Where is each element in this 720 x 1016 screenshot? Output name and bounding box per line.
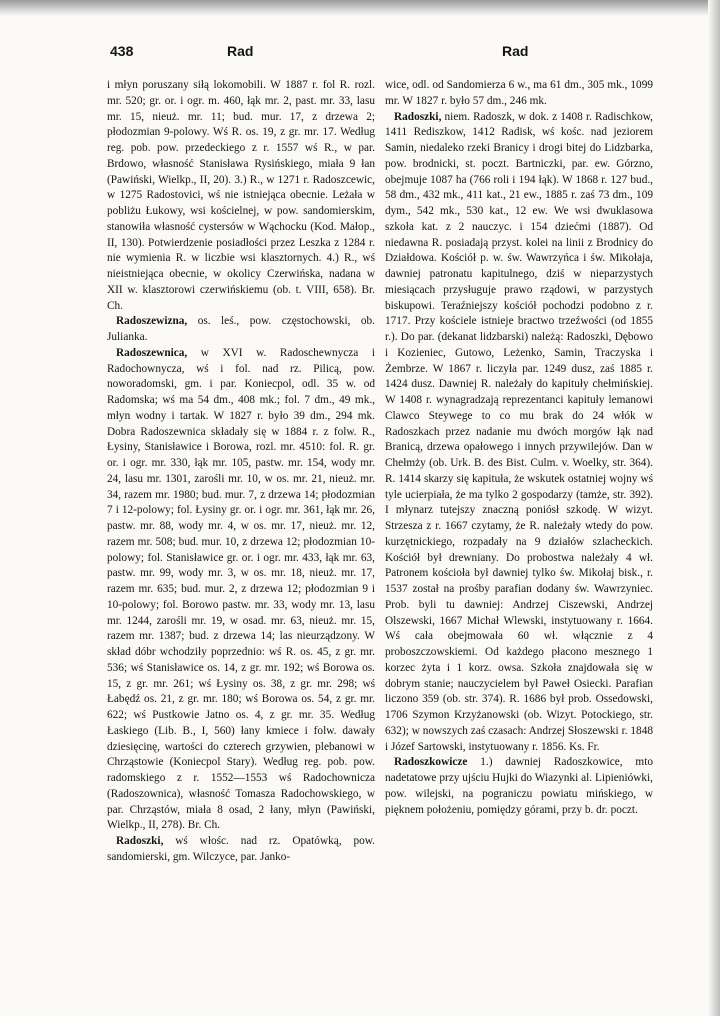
entry-continuation (385, 78, 653, 110)
entry-text: niem. Radoszk, w dok. z 1408 r. Radischkow, 1411 Rediszkow, 1412 Radisk, wś kośc. nad jeziorem Samin, niedaleko rzeki Branicy i drogi bitej do Lidzbarka, pow. brodnicki, st. poczt. Bartniczki, par. ew. Górzno, obejmuje 1087 ha (766 roli i 194 łąk). W 1868 r. 127 bud., 58 dm., 432 mk., 411 kat., 21 ew., 1885 r. zaś 73 dm., 109 dym., 542 mk., 530 kat., 12 ew. We wsi dwuklasowa szkoła kat. z 2 nauczyc. i 154 dziećmi (1887). Od niedawna R. posiadają przyst. kolei na linii z Brodnicy do Działdowa. Kościół p. w. św. Wawrzyńca i św. Mikołaja, dawniej patronatu kapitulnego, dziś w nieparzystych miesiącach przysługuje prawo rządowi, w parzystych biskupowi. Teraźniejszy kościół pochodzi podobno z r. 1717. Przy kościele istnieje bractwo trzeźwości (od 1855 r.). Do par. (dekanat lidzbarski) należą: Radoszki, Dębowo i Kozieniec, Gutowo, Leżenko, Samin, Traczyska i Żembrze. W 1867 r. liczyła par. 1249 dusz, zaś 1885 r. 1424 dusz. Dawniej R. należały do kapituły chełmińskiej. W 1408 r. wynagradzają reprezentanci kapituły lemanowi Clawco Steywege to co mu brak do 24 włók w Radoszkach przez nadanie mu dwóch morgów łąk nad Branicą, drzewa opałowego i innych przywilejów. Dan w Chełmży (ob. Urk. B. des Bist. Culm. v. Woelky, str. 364). R. 1414 skarzy się kapituła, że wskutek ostatniej wojny wś tyle ucierpiała, że ma tylko 2 gospodarzy (tamże, str. 392). I młynarz tutejszy znaczną poniósł szkodę. W wizyt. Strzesza z r. 1667 czytamy, że R. należały wtedy do pow. kurzętnickiego, rozpadały na 9 działów szlacheckich. Kościół był drewniany. Do probostwa należały 4 wł. Patronem kościoła był dawniej tylko św. Mikołaj bisk., r. 1537 został na prośby parafian dodany św. Wawrzyniec. Prob. byli tu dawniej: Andrzej Ciszewski, Andrzej Olszewski, 1667 Michał Wlewski, instytuowany r. 1664. Wś cała obejmowała 60 wł. włącznie z 4 proboszczowskiemi. Od każdego płacono mesznego 1 korzec żyta i 1 korz. owsa. Szkoła znajdowała się w dobrym stanie; nauczycielem był Paweł Osiecki. Parafian liczono 359 (ob. str. 374). R. 1686 był prob. Ossedowski, 1706 Szymon Krzyżanowski (ob. Wizyt. Potockiego, str. 632); w nowszych zaś czasach: Andrzej Słoszewski r. 1848 i Józef Sartowski, instytuowany r. 1856. Ks. Fr. (385, 110, 653, 753)
entry-radoszewnica (107, 346, 375, 834)
scan-shadow-top (0, 0, 720, 16)
entry-text: i młyn poruszany siłą lokomobili. W 1887 r. fol R. rozl. mr. 520; gr. or. i ogr. m. 460, łąk mr. 2, past. mr. 33, lasu mr. 15, nieuż. mr. 11; bud. mur. 17, z drzewa 2; płodozmian 9-polowy. Wś R. os. 19, z gr. mr. 17. Według reg. pob. pow. przedeckiego z r. 1557 wś R., w par. Brdowo, własność Stanisława Rysińskiego, miała 9 łan (Pawiński, Wielkp., II, 20). 3.) R., w 1271 r. Radoszcewic, w 1275 Radostovici, wś nie istniejąca obecnie. Leżała w pobliżu Łukowy, wsi kościelnej, w pow. sandomierskim, stanowiła własność cystersów w Wąchocku (Kod. Małop., II, 130). Potwierdzenie posiadłości przez Leszka z 1284 r. nie wymienia R. w liczbie wsi klasztornych. 4.) R., wś nieistniejąca obecnie, w okolicy Czerwińska, nadana w XII w. klasztorowi czerwińskiemu (ob. t. VIII, 658). Br. Ch. (107, 79, 375, 312)
entry-continuation (107, 78, 375, 314)
entry-headword: Radoszkowicze (394, 756, 468, 769)
entry-headword: Radoszewnica, (116, 346, 188, 359)
entry-text: wś włośc. nad rz. Opatówką, pow. sandomierski, gm. Wilczyce, par. Janko- (107, 835, 375, 863)
right-column (385, 78, 653, 1003)
entry-text: wice, odl. od Sandomierza 6 w., ma 61 dm., 305 mk., 1099 mr. W 1827 r. było 57 dm., 246 mk. (385, 79, 653, 107)
entry-radoszki-2 (385, 110, 653, 756)
entry-text: 1.) dawniej Radoszkowice, mto nadetatowe przy ujściu Hujki do Wiazynki al. Lipieniówki, pow. wilejski, na pograniczu powiatu mińskiego, w pięknem położeniu, pomiędzy górami, przy b. dr. poczt. (385, 756, 653, 816)
entry-radoszkowicze (385, 755, 653, 818)
running-head-left: Rad (227, 43, 254, 59)
running-header (110, 43, 650, 65)
entry-text: os. leś., pow. częstochowski, ob. Julianka. (107, 315, 375, 343)
entry-radoszewizna (107, 314, 375, 346)
entry-headword: Radoszewizna, (116, 315, 188, 328)
running-head-right: Rad (502, 43, 529, 59)
scan-shadow-right (708, 0, 720, 1016)
entry-radoszki-1 (107, 834, 375, 866)
entry-text: w XVI w. Radoschewnycza i Radochownycza, wś i fol. nad rz. Pilicą, pow. noworadomski, gm. i par. Koniecpol, odl. 35 w. od Radomska; wś ma 54 dm., 408 mk.; fol. 7 dm., 49 mk., młyn wodny i tartak. W 1827 r. było 39 dm., 294 mk. Dobra Radoszewnica składały się w 1884 r. z folw. R., Łysiny, Stanisławice i Borowa, rozl. mr. 4510: fol. R. gr. or. i ogr. mr. 330, łąk mr. 105, pastw. mr. 154, wody mr. 24, lasu mr. 1301, zarośli mr. 10, w os. mr. 21, nieuż. mr. 34, razem mr. 1980; bud. mur. 7, z drzewa 14; płodozmian 7 i 12-polowy; fol. Łysiny gr. or. i ogr. mr. 361, łąk mr. 26, pastw. mr. 88, wody mr. 4, w os. mr. 17, nieuż. mr. 12, razem mr. 508; bud. mur. 10, z drzewa 12; płodozmian 10-polowy; fol. Stanisławice gr. or. i ogr. mr. 433, łąk mr. 63, pastw. mr. 99, wody mr. 3, w os. mr. 18, nieuż. mr. 17, razem mr. 635; bud. mur. 2, z drzewa 12; płodozmian 9 i 10-polowy; fol. Borowo pastw. mr. 33, wody mr. 13, lasu mr. 1244, zarośli mr. 19, w osad. mr. 63, nieuż. mr. 15, razem mr. 1387; bud. z drzewa 14; las nieurządzony. W skład dóbr wchodziły poprzednio: wś R. os. 45, z gr. mr. 536; wś Stanisławice os. 14, z gr. mr. 192; wś Borowa os. 15, z gr. mr. 261; wś Łysiny os. 38, z gr. mr. 298; wś Łabędź os. 21, z gr. mr. 180; wś Borowa os. 54, z gr. mr. 622; wś Pustkowie Jatno os. 4, z gr. mr. 35. Według Łaskiego (Lib. B., I, 560) łany kmiece i folw. dawały dziesięcinę, wartości do czterech grzywien, plebanowi w Chrząstowie (Koniecpol Stary). Według reg. pob. pow. radomskiego z r. 1552—1553 wś Radochownicza (Radoszownica), własność Tomasza Radochowskiego, w par. Chrząstów, miała 8 osad, 2 łany, młyn (Pawiński, Wielkp., II, 278). Br. Ch. (107, 346, 375, 832)
entry-headword: Radoszki, (394, 110, 442, 123)
entry-headword: Radoszki, (116, 835, 164, 847)
page-number: 438 (110, 43, 134, 59)
left-column (107, 78, 375, 1003)
